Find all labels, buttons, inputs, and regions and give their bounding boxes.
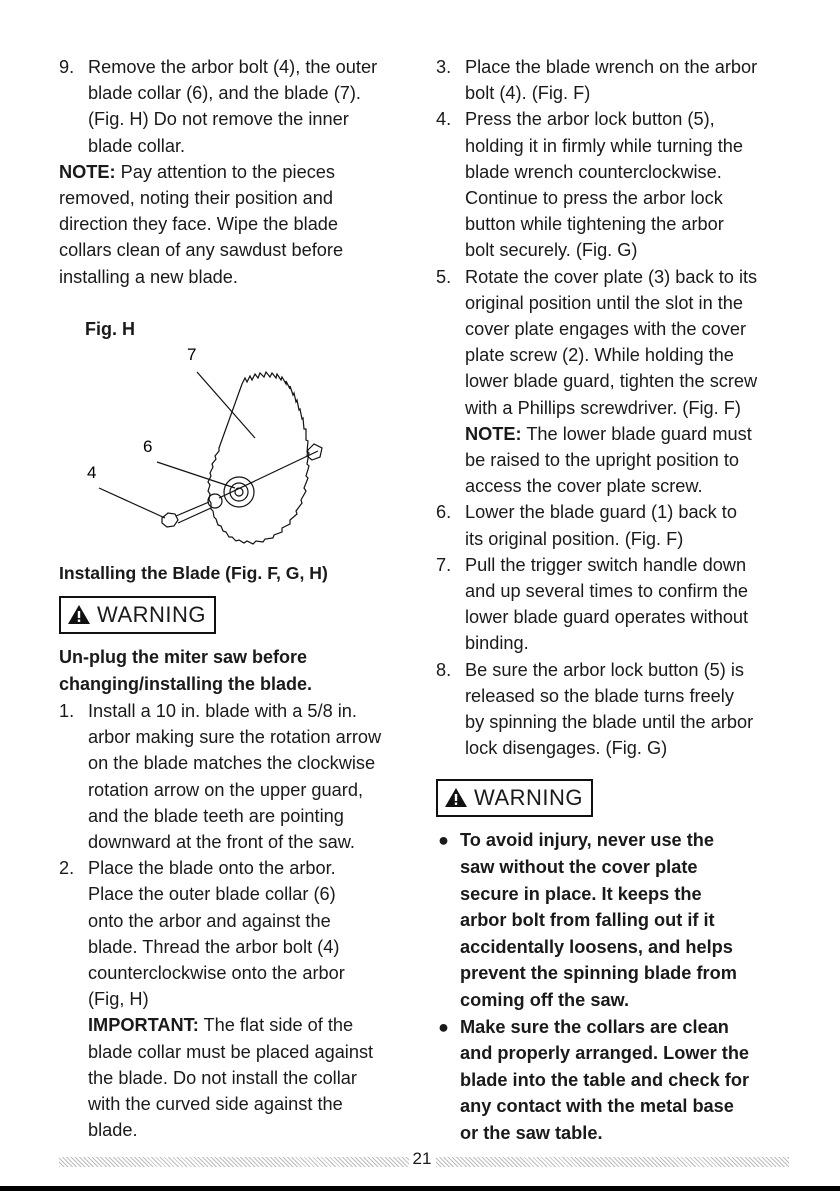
warning-triangle-icon [444, 787, 468, 808]
step-line: Pull the trigger switch handle down [465, 554, 747, 575]
right-column [436, 54, 796, 1147]
step-5 [436, 264, 796, 500]
bullet-line: any contact with the metal base [460, 1096, 734, 1117]
note-line: collars clean of any sawdust before [59, 240, 344, 261]
step-line: Install a 10 in. blade with a 5/8 in. [88, 701, 357, 722]
step-line: plate screw (2). While holding the [465, 345, 734, 366]
step-line: bolt securely. (Fig. G) [465, 240, 638, 261]
step-line: Continue to press the arbor lock [465, 188, 723, 209]
bullet-line: arbor bolt from falling out if it [460, 910, 715, 931]
callout-4: 4 [87, 462, 97, 482]
callout-leader-6 [157, 462, 235, 488]
step-8 [436, 657, 796, 762]
step-line: downward at the front of the saw. [88, 832, 355, 853]
bullet-line: coming off the saw. [460, 990, 630, 1011]
step-line: with a Phillips screwdriver. (Fig. F) [465, 397, 741, 418]
footer-band-right [436, 1157, 789, 1167]
step-line: binding. [465, 633, 529, 654]
important-line: blade collar must be placed against [88, 1041, 374, 1062]
step-line: Lower the blade guard (1) back to [465, 502, 737, 523]
step-line: original position until the slot in the [465, 292, 744, 313]
callout-6: 6 [143, 436, 153, 456]
bullet-line: Make sure the collars are clean [460, 1016, 729, 1037]
step-9 [59, 54, 414, 159]
step-line: Remove the arbor bolt (4), the outer [88, 57, 378, 77]
warning-text: changing/installing the blade. [59, 674, 313, 695]
page-number: 21 [412, 1149, 432, 1168]
step-line: counterclockwise onto the arbor [88, 963, 345, 984]
step-3 [436, 54, 796, 106]
important-label: IMPORTANT: [88, 1015, 199, 1036]
step-line: (Fig. H) Do not remove the inner [88, 109, 349, 130]
bullet-line: To avoid injury, never use the [460, 830, 715, 851]
figure-h [59, 316, 414, 550]
arbor-bolt-head [162, 513, 178, 527]
footer-band-left [59, 1157, 409, 1167]
step-line: released so the blade turns freely [465, 685, 734, 706]
note-label: NOTE: [465, 423, 522, 444]
bullet-line: prevent the spinning blade from [460, 963, 737, 984]
step-6 [436, 499, 796, 551]
step-number: 1. [59, 701, 75, 722]
step-line: Place the blade onto the arbor. [88, 858, 336, 879]
callout-leader-4 [99, 488, 165, 518]
step-number: 8. [436, 659, 452, 680]
note-text: Pay attention to the pieces [115, 161, 335, 182]
step-line: lower blade guard operates without [465, 607, 749, 628]
warning-label-box [59, 596, 216, 634]
note-line [59, 159, 414, 185]
step-line: Place the outer blade collar (6) [88, 884, 336, 905]
step-line: and the blade teeth are pointing [88, 805, 344, 826]
warning-label-box [436, 779, 593, 817]
bottom-rule [0, 1186, 840, 1191]
step-line: holding it in firmly while turning the [465, 135, 743, 156]
step-line: onto the arbor and against the [88, 910, 331, 931]
note-line: access the cover plate screw. [465, 476, 703, 497]
callout-7: 7 [187, 344, 197, 364]
note-block [59, 159, 414, 290]
outer-collar-ring [224, 477, 254, 507]
note-line: direction they face. Wipe the blade [59, 214, 339, 235]
step-line: blade wrench counterclockwise. [465, 161, 722, 182]
note-line: be raised to the upright position to [465, 450, 740, 471]
step-line: blade collar. [88, 135, 186, 156]
step-number: 5. [436, 266, 452, 287]
blade-assembly-diagram [59, 340, 399, 550]
step-number: 9. [59, 57, 75, 77]
step-line: (Fig, H) [88, 989, 149, 1010]
step-2 [59, 855, 414, 1143]
step-line: Rotate the cover plate (3) back to its [465, 266, 758, 287]
arbor-bolt-shaft [176, 502, 211, 523]
saw-blade-drawing [99, 372, 322, 544]
section-heading: Installing the Blade (Fig. F, G, H) [59, 562, 328, 583]
bullet-line: accidentally loosens, and helps [460, 936, 733, 957]
warning-triangle-icon [67, 604, 91, 625]
step-number: 6. [436, 502, 452, 523]
step-line: cover plate engages with the cover [465, 319, 747, 340]
bullet-line: blade into the table and check for [460, 1069, 750, 1090]
step-line: by spinning the blade until the arbor [465, 712, 754, 733]
note-line [465, 421, 796, 447]
step-line: blade collar (6), and the blade (7). [88, 83, 361, 104]
step-number: 3. [436, 57, 452, 77]
step-line: arbor making sure the rotation arrow [88, 727, 382, 748]
step-1 [59, 698, 414, 855]
important-line [88, 1012, 414, 1038]
step-line: button while tightening the arbor [465, 214, 724, 235]
bullet-dot: ● [438, 830, 449, 851]
step-number: 7. [436, 554, 452, 575]
step-line: bolt (4). (Fig. F) [465, 83, 591, 104]
step-line: rotation arrow on the upper guard, [88, 779, 364, 800]
important-line: blade. [88, 1120, 138, 1141]
bullet-line: secure in place. It keeps the [460, 883, 702, 904]
note-line: removed, noting their position and [59, 188, 333, 209]
warning-bullet-cover-plate [436, 827, 796, 1013]
step-4 [436, 106, 796, 263]
step-line: and up several times to confirm the [465, 581, 749, 602]
important-line: with the curved side against the [88, 1094, 343, 1115]
step-line: Place the blade wrench on the arbor [465, 57, 758, 77]
assembly-axis-line [219, 451, 318, 498]
warning-label: WARNING [97, 602, 207, 628]
step-line: lock disengages. (Fig. G) [465, 738, 668, 759]
bullet-dot: ● [438, 1016, 449, 1037]
step-7 [436, 552, 796, 657]
step-line: Be sure the arbor lock button (5) is [465, 659, 745, 680]
bullet-line: or the saw table. [460, 1123, 603, 1144]
note-text: The lower blade guard must [521, 423, 752, 444]
important-text: The flat side of the [198, 1015, 354, 1036]
step-line: lower blade guard, tighten the screw [465, 371, 758, 392]
step-line: blade. Thread the arbor bolt (4) [88, 936, 340, 957]
warning-label: WARNING [474, 785, 584, 811]
important-line: the blade. Do not install the collar [88, 1067, 357, 1088]
step-line: on the blade matches the clockwise [88, 753, 376, 774]
note-label: NOTE: [59, 161, 116, 182]
bullet-line: saw without the cover plate [460, 857, 698, 878]
bullet-line: and properly arranged. Lower the [460, 1043, 750, 1064]
page-footer [0, 1147, 840, 1177]
figure-label: Fig. H [85, 318, 135, 339]
warning-text: Un-plug the miter saw before [59, 647, 308, 668]
step-number: 2. [59, 858, 75, 879]
blade-outline [208, 372, 309, 544]
step-number: 4. [436, 109, 452, 130]
note-line: installing a new blade. [59, 266, 238, 287]
step-line: its original position. (Fig. F) [465, 528, 684, 549]
warning-bullet-collars [436, 1014, 796, 1147]
step-line: Press the arbor lock button (5), [465, 109, 715, 130]
left-column [59, 54, 414, 1143]
